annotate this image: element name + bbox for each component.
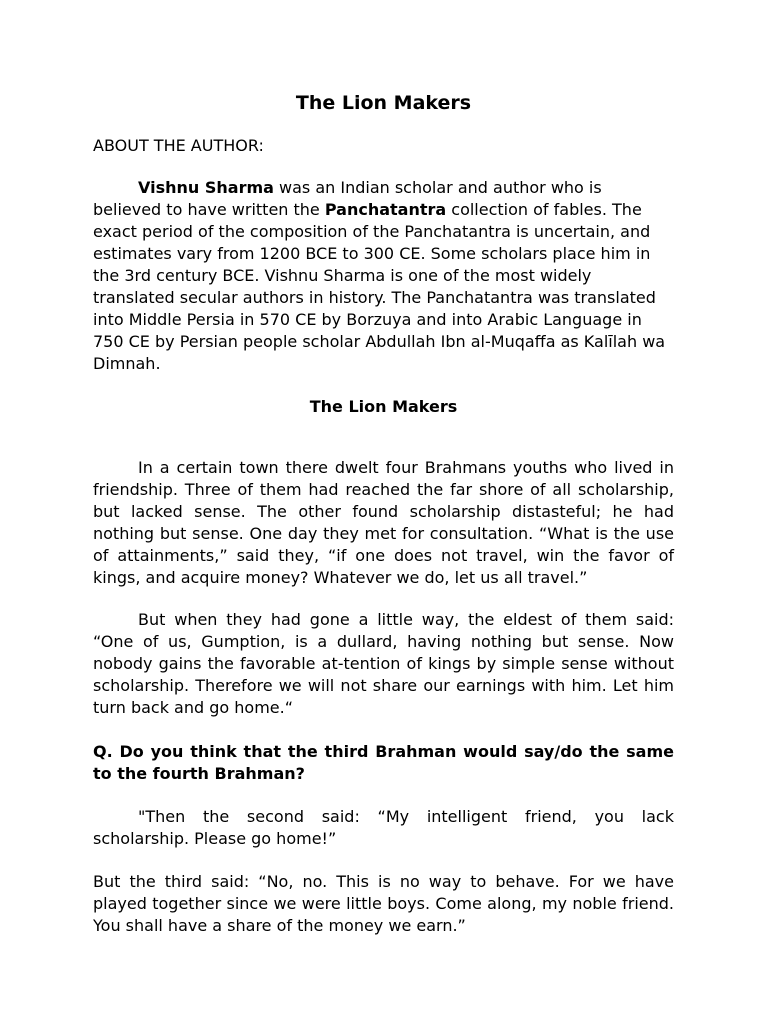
story-paragraph-3: "Then the second said: “My intelligent friend, you lack scholarship. Please go home!”: [93, 807, 674, 848]
author-bio-paragraph: [93, 177, 674, 375]
story-paragraph-1: In a certain town there dwelt four Brahmans youths who lived in friendship. Three of them had reached the far shore of all scholarship, but lacked sense. The other found scholarship distasteful; he had nothing but sense. One day they met for consultation. “What is the use of attainments,” said they, “if one does not travel, win the favor of kings, and acquire money? Whatever we do, let us all travel.”: [93, 458, 674, 587]
about-author-heading: ABOUT THE AUTHOR:: [93, 136, 264, 155]
page-title: The Lion Makers: [295, 92, 472, 114]
story-title: The Lion Makers: [309, 397, 458, 416]
author-name: Vishnu Sharma: [138, 178, 274, 197]
work-title: Panchatantra: [324, 200, 447, 219]
story-paragraph-2: But when they had gone a little way, the eldest of them said: “One of us, Gumption, is a dullard, having nothing but sense. Now nobody gains the favorable at-tention of kings by simple sense without scholarship. Therefore we will not share our earnings with him. Let him turn back and go home.“: [93, 610, 674, 717]
author-bio-text-1: was an Indian scholar and author who is believed to have written the: [93, 178, 602, 219]
question-prompt: Q. Do you think that the third Brahman would say/do the same to the fourth Brahman?: [93, 742, 674, 783]
author-bio-text-2: collection of fables. The exact period of the composition of the Panchatantra is uncertain, and estimates vary from 1200 BCE to 300 CE. Some scholars place him in the 3rd century BCE. Vishnu Sharma is one of the most widely translated secular authors in history. The Panchatantra was translated into Middle Persia in 570 CE by Borzuya and into Arabic Language in 750 CE by Persian people scholar Abdullah Ibn al-Muqaffa as Kalīlah wa Dimnah.: [93, 200, 666, 373]
story-paragraph-4: But the third said: “No, no. This is no way to behave. For we have played together since we were little boys. Come along, my noble friend. You shall have a share of the money we earn.”: [93, 872, 674, 935]
